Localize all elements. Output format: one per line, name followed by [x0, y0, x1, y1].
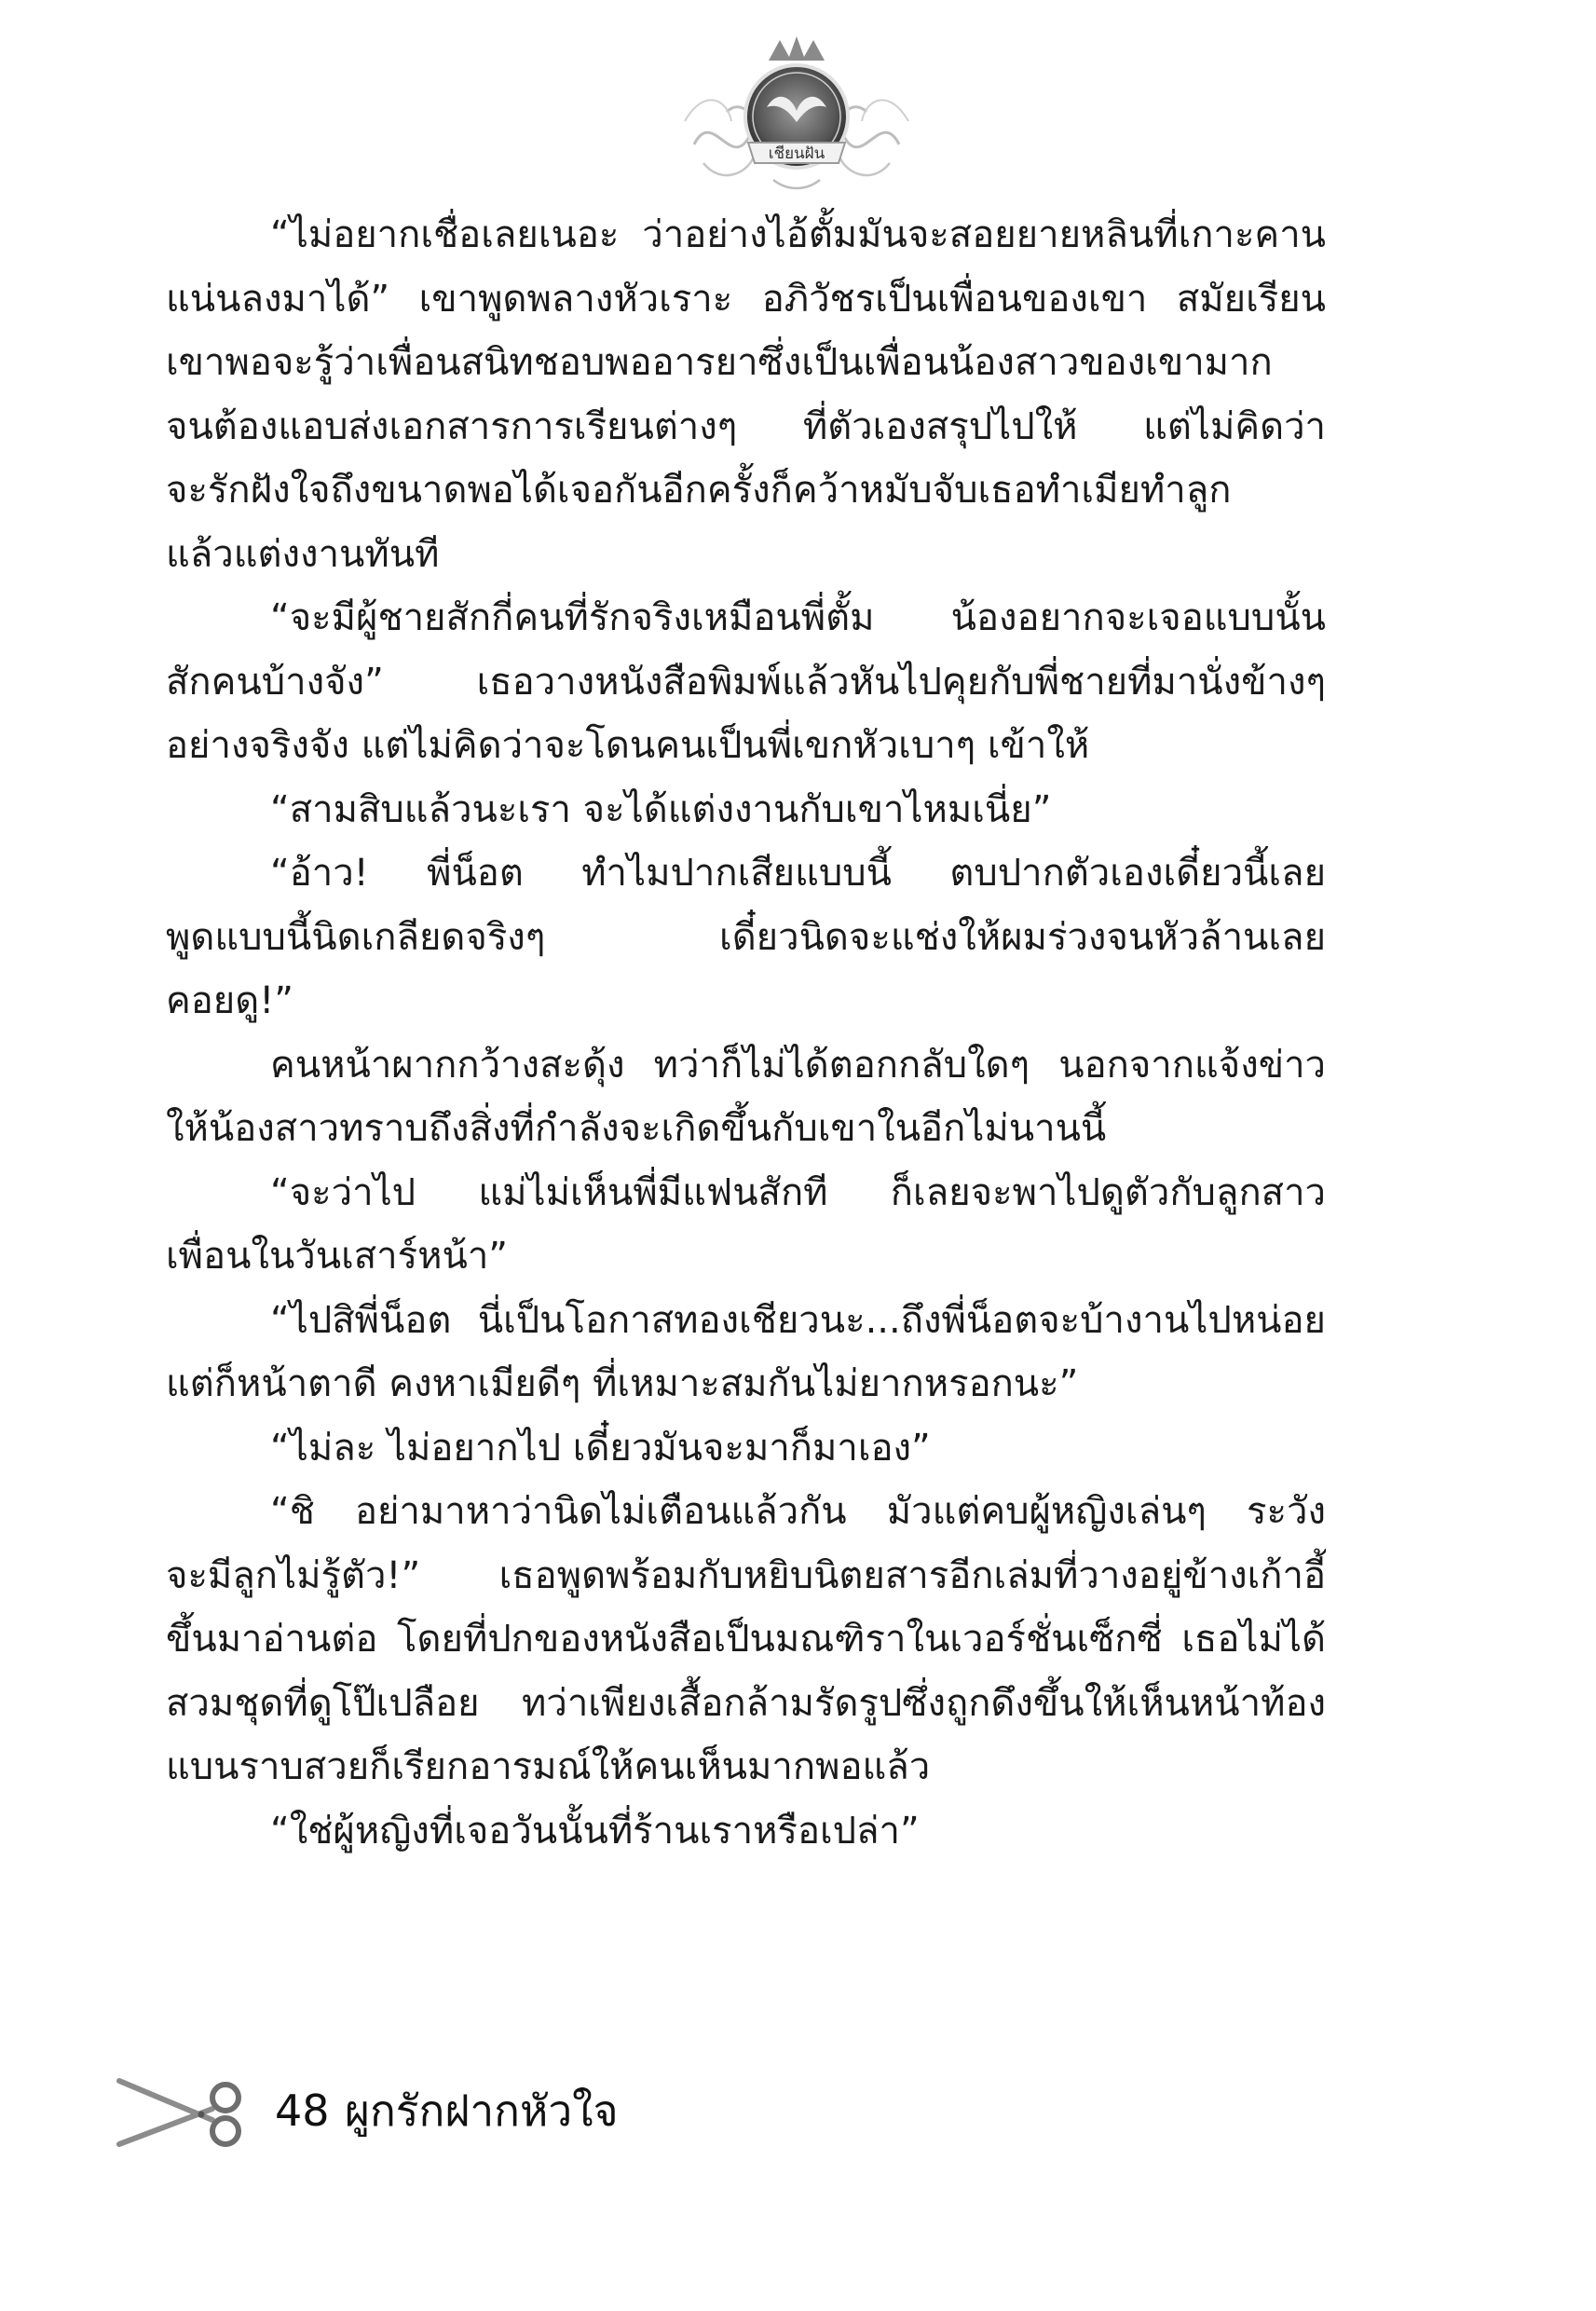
text-line: “ใช่ผู้หญิงที่เจอวันนั้นที่ร้านเราหรือเปล่า” — [270, 1809, 920, 1853]
text-line: สวมชุดที่ดูโป๊เปลือย ทว่าเพียงเสื้อกล้ามรัดรูปซึ่งถูกดึงขึ้นให้เห็นหน้าท้อง — [166, 1681, 1326, 1725]
text-line: คนหน้าผากกว้างสะดุ้ง ทว่าก็ไม่ได้ตอกกลับใดๆ นอกจากแจ้งข่าว — [270, 1043, 1326, 1087]
scissors-icon — [112, 2064, 252, 2157]
book-title: ผูกรักฝากหัวใจ — [345, 2085, 619, 2136]
text-line: “ไม่อยากเชื่อเลยเนอะ ว่าอย่างไอ้ตั้มมันจะสอยยายหลินที่เกาะคาน — [270, 213, 1326, 256]
text-line: “ชิ อย่ามาหาว่านิดไม่เตือนแล้วกัน มัวแต่คบผู้หญิงเล่นๆ ระวัง — [270, 1490, 1326, 1533]
emblem-text: เชียนฝัน — [768, 144, 825, 163]
text-line: อย่างจริงจัง แต่ไม่คิดว่าจะโดนคนเป็นพี่เขกหัวเบาๆ เข้าให้ — [166, 724, 1090, 767]
publisher-emblem — [675, 33, 918, 196]
text-line: คอยดู!” — [166, 979, 293, 1022]
text-line: “ไม่ละ ไม่อยากไป เดี๋ยวมันจะมาก็มาเอง” — [270, 1426, 931, 1470]
text-line: เพื่อนในวันเสาร์หน้า” — [166, 1235, 509, 1278]
body-text — [166, 203, 1326, 1863]
page-number: 48 — [275, 2085, 330, 2136]
text-line: จนต้องแอบส่งเอกสารการเรียนต่างๆ ที่ตัวเองสรุปไปให้ แต่ไม่คิดว่า — [166, 404, 1326, 448]
text-line: จะมีลูกไม่รู้ตัว!” เธอพูดพร้อมกับหยิบนิตยสารอีกเล่มที่วางอยู่ข้างเก้าอี้ — [166, 1553, 1326, 1597]
text-line: “จะว่าไป แม่ไม่เห็นพี่มีแฟนสักที ก็เลยจะพาไปดูตัวกับลูกสาว — [270, 1170, 1326, 1214]
text-line: พูดแบบนี้นิดเกลียดจริงๆ เดี๋ยวนิดจะแช่งให้ผมร่วงจนหัวล้านเลย — [166, 915, 1326, 959]
text-line: “ไปสิพี่น็อต นี่เป็นโอกาสทองเชียวนะ...ถึงพี่น็อตจะบ้างานไปหน่อย — [270, 1298, 1326, 1342]
text-line: ให้น้องสาวทราบถึงสิ่งที่กำลังจะเกิดขึ้นกับเขาในอีกไม่นานนี้ — [166, 1107, 1107, 1150]
text-line: เขาพอจะรู้ว่าเพื่อนสนิทชอบพออารยาซึ่งเป็นเพื่อนน้องสาวของเขามาก — [166, 341, 1273, 384]
text-line: สักคนบ้างจัง” เธอวางหนังสือพิมพ์แล้วหันไปคุยกับพี่ชายที่มานั่งข้างๆ — [166, 660, 1326, 704]
text-line: “อ้าว! พี่น็อต ทำไมปากเสียแบบนี้ ตบปากตัวเองเดี๋ยวนี้เลย — [270, 852, 1326, 895]
page-footer — [112, 2064, 764, 2157]
text-line: แบนราบสวยก็เรียกอารมณ์ให้คนเห็นมากพอแล้ว — [166, 1745, 931, 1788]
text-line: “สามสิบแล้วนะเรา จะได้แต่งงานกับเขาไหมเนี่ย” — [270, 787, 1052, 831]
text-line: แต่ก็หน้าตาดี คงหาเมียดีๆ ที่เหมาะสมกันไม่ยากหรอกนะ” — [166, 1362, 1079, 1405]
text-line: ขึ้นมาอ่านต่อ โดยที่ปกของหนังสือเป็นมณฑิราในเวอร์ชั่นเซ็กซี่ เธอไม่ได้ — [166, 1618, 1326, 1661]
text-line: จะรักฝังใจถึงขนาดพอได้เจอกันอีกครั้งก็คว้าหมับจับเธอทำเมียทำลูก — [166, 469, 1232, 512]
text-line: แน่นลงมาได้” เขาพูดพลางหัวเราะ อภิวัชรเป็นเพื่อนของเขา สมัยเรียน — [166, 277, 1326, 321]
text-line: “จะมีผู้ชายสักกี่คนที่รักจริงเหมือนพี่ตั้ม น้องอยากจะเจอแบบนั้น — [270, 596, 1326, 639]
text-line: แล้วแต่งงานทันที — [166, 532, 440, 576]
